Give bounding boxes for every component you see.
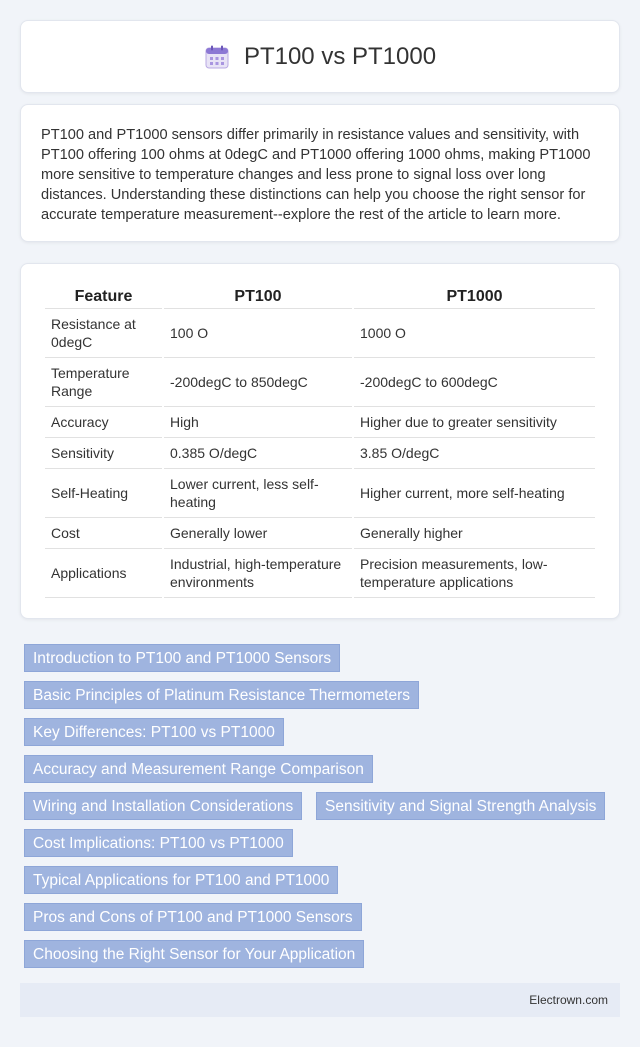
title-card <box>20 20 620 93</box>
table-cell: -200degC to 600degC <box>354 358 595 407</box>
table-cell: Higher current, more self-heating <box>354 469 595 518</box>
related-link[interactable]: Cost Implications: PT100 vs PT1000 <box>24 829 293 857</box>
column-header-feature: Feature <box>45 284 162 309</box>
related-link[interactable]: Basic Principles of Platinum Resistance Thermometers <box>24 681 419 709</box>
table-cell: Lower current, less self-heating <box>164 469 352 518</box>
related-link[interactable]: Pros and Cons of PT100 and PT1000 Sensors <box>24 903 362 931</box>
related-link[interactable]: Choosing the Right Sensor for Your Application <box>24 940 364 968</box>
table-cell: Generally lower <box>164 518 352 549</box>
footer <box>20 983 620 1017</box>
table-cell: Applications <box>45 549 162 598</box>
table-cell: Generally higher <box>354 518 595 549</box>
related-link[interactable]: Typical Applications for PT100 and PT1000 <box>24 866 338 894</box>
intro-paragraph: PT100 and PT1000 sensors differ primarily in resistance values and sensitivity, with PT100 offering 100 ohms at 0degC and PT1000 offering 1000 ohms, making PT1000 more sensitive to temperature changes and less prone to signal loss over long distances. Understanding these distinctions can help you choose the right sensor for accurate temperature measurement--explore the rest of the article to learn more. <box>41 127 591 223</box>
column-header-pt100: PT100 <box>164 284 352 309</box>
column-header-pt1000: PT1000 <box>354 284 595 309</box>
table-cell: Industrial, high-temperature environments <box>164 549 352 598</box>
table-row <box>45 438 595 469</box>
table-row <box>45 518 595 549</box>
table-cell: High <box>164 407 352 438</box>
table-cell: 0.385 O/degC <box>164 438 352 469</box>
table-cell: Sensitivity <box>45 438 162 469</box>
table-row <box>45 549 595 598</box>
table-cell: Temperature Range <box>45 358 162 407</box>
footer-source: Electrown.com <box>529 993 608 1007</box>
table-row <box>45 358 595 407</box>
table-cell: Resistance at 0degC <box>45 309 162 358</box>
table-cell: 3.85 O/degC <box>354 438 595 469</box>
table-cell: Self-Heating <box>45 469 162 518</box>
related-link[interactable]: Sensitivity and Signal Strength Analysis <box>316 792 605 820</box>
table-row <box>45 309 595 358</box>
table-row <box>45 407 595 438</box>
table-row <box>45 469 595 518</box>
related-link[interactable]: Key Differences: PT100 vs PT1000 <box>24 718 284 746</box>
intro-card <box>20 104 620 242</box>
table-cell: Accuracy <box>45 407 162 438</box>
table-cell: 1000 O <box>354 309 595 358</box>
table-cell: Cost <box>45 518 162 549</box>
page-title: PT100 vs PT1000 <box>243 42 437 70</box>
table-cell: 100 O <box>164 309 352 358</box>
table-cell: Precision measurements, low-temperature applications <box>354 549 595 598</box>
calendar-grid-icon <box>204 44 230 70</box>
related-link[interactable]: Accuracy and Measurement Range Comparison <box>24 755 373 783</box>
comparison-table <box>43 284 597 598</box>
related-link[interactable]: Wiring and Installation Considerations <box>24 792 302 820</box>
table-cell: Higher due to greater sensitivity <box>354 407 595 438</box>
comparison-table-card <box>20 263 620 619</box>
table-cell: -200degC to 850degC <box>164 358 352 407</box>
related-link[interactable]: Introduction to PT100 and PT1000 Sensors <box>24 644 340 672</box>
